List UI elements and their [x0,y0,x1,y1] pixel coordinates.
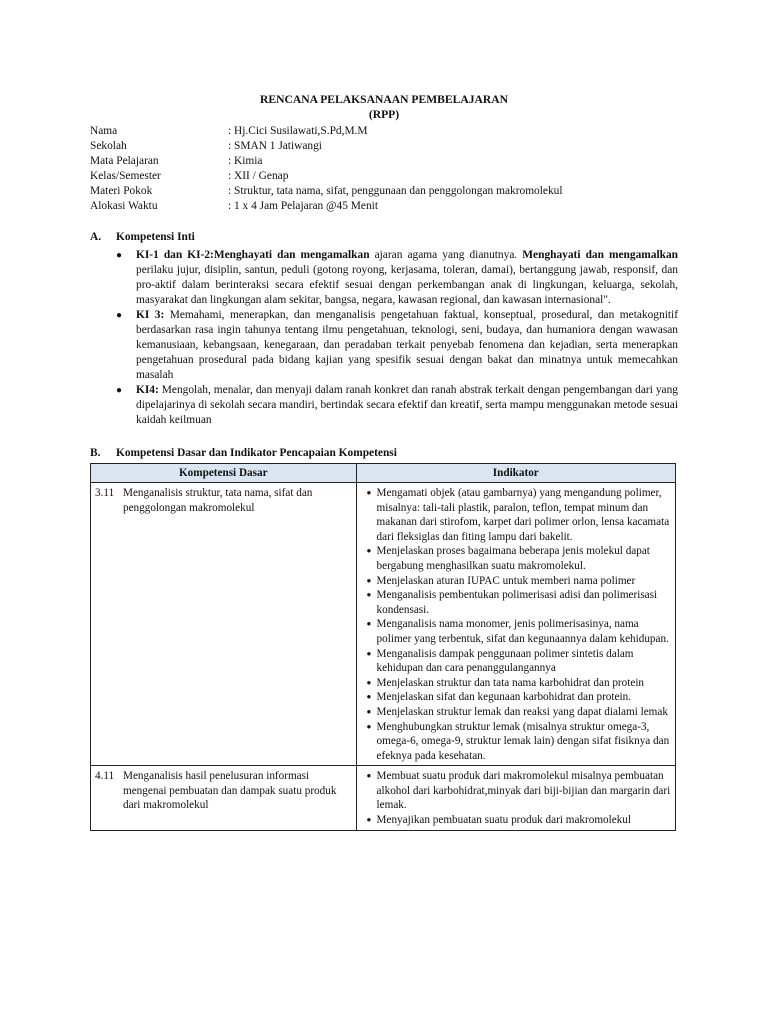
list-item: ● Menjelaskan struktur lemak dan reaksi yang dapat dialami lemak [366,705,668,718]
list-item: ● Menganalisis pembentukan polimerisasi adisi dan polimerisasi kondensasi. [366,589,658,616]
identity-value: : Struktur, tata nama, sifat, penggunaan dan penggolongan makromolekul [228,185,563,197]
identity-row [90,184,678,199]
identity-label: Kelas/Semester [90,170,161,182]
indicator-list [361,769,671,827]
identity-value: : SMAN 1 Jatiwangi [228,140,322,152]
bullet-icon: ● [366,590,372,600]
list-item: ● Menganalisis nama monomer, jenis polimerisasinya, nama polimer yang terbentuk, sifat dan kegunaannya dalam kehidupan. [366,618,669,645]
bullet-icon: ● [366,692,372,702]
table-row [91,483,676,766]
table-row [91,766,676,830]
kd-cell [91,483,357,766]
list-item [116,308,678,383]
column-header-kd: Kompetensi Dasar [91,464,357,483]
bullet-icon: ● [366,771,372,781]
section-b-heading [90,446,678,461]
indicator-cell [356,483,675,766]
kd-text: Menganalisis hasil penelusuran informasi mengenai pembuatan dan dampak suatu produk dari makromolekul [123,770,337,812]
ki-emphasis: Menghayati dan mengamalkan [522,249,678,261]
ki-label: KI 3: [136,309,165,321]
section-a-title: Kompetensi Inti [116,231,195,243]
list-item: ● Membuat suatu produk dari makromolekul misalnya pembuatan alkohol dari karbohidrat,minyak dari biji-bijian dan margarin dari lemak. [366,770,671,812]
ki-text: Mengolah, menalar, dan menyaji dalam ranah konkret dan ranah abstrak terkait dengan pengembangan dari yang dipelajarinya di sekolah secara mandiri, bertindak secara efektif dan kreatif, serta mampu menggunakan metode sesuai kaidah keilmuan [136,384,678,426]
bullet-icon: ● [366,721,372,731]
identity-row [90,154,678,169]
bullet-icon: ● [366,619,372,629]
ki-text: ajaran agama yang dianutnya. [369,249,523,261]
indicator-list [361,486,671,763]
identity-label: Nama [90,125,118,137]
bullet-icon: ● [366,575,372,585]
identity-row [90,199,678,214]
identity-block [90,124,678,214]
table-header-row [91,464,676,483]
identity-label: Mata Pelajaran [90,155,159,167]
list-item [116,248,678,308]
list-item: ● Menyajikan pembuatan suatu produk dari makromolekul [366,814,631,827]
kompetensi-inti-list [90,248,678,428]
identity-value: : Hj.Cici Susilawati,S.Pd,M.M [228,125,368,137]
kd-text: Menganalisis struktur, tata nama, sifat dan penggolongan makromolekul [123,487,313,514]
bullet-icon: ● [116,250,123,261]
title-line-2: (RPP) [368,108,400,121]
list-item: ● Menjelaskan proses bagaimana beberapa jenis molekul dapat bergabung menghasilkan suatu makromolekul. [366,545,650,572]
list-item: ● Menghubungkan struktur lemak (misalnya struktur omega-3, omega-6, omega-9, struktur lemak lain) dengan sifat fisiknya dan efeknya pada kesehatan. [366,720,670,762]
column-header-indikator: Indikator [356,464,675,483]
ki-text: perilaku jujur, disiplin, santun, peduli (gotong royong, kerjasama, toleran, damai), bertanggung jawab, responsif, dan pro-aktif dalam berinteraksi secara efektif sesuai dengan perkembangan anak di lingkungan, keluarga, sekolah, masyarakat dan lingkungan alam sekitar, bangsa, negara, kawasan regional, dan kawasan internasional". [136,264,678,306]
kd-number: 4.11 [95,770,115,783]
list-item [116,383,678,428]
indicator-cell [356,766,675,830]
kd-number: 3.11 [95,487,115,499]
list-item: ● Menjelaskan sifat dan kegunaan karbohidrat dan protein. [366,691,631,704]
bullet-icon: ● [366,546,372,556]
bullet-icon: ● [366,677,372,687]
identity-label: Materi Pokok [90,185,153,197]
identity-value: : Kimia [228,155,263,167]
identity-value: : 1 x 4 Jam Pelajaran @45 Menit [228,200,378,212]
title-line-1: RENCANA PELAKSANAAN PEMBELAJARAN [260,93,508,106]
identity-label: Alokasi Waktu [90,200,158,212]
kd-cell [91,766,357,830]
identity-row [90,124,678,139]
section-b-number: B. [90,447,101,459]
identity-value: : XII / Genap [228,170,289,182]
list-item: ● Menjelaskan struktur dan tata nama karbohidrat dan protein [366,676,645,689]
section-a-heading [90,230,678,245]
document-title [90,92,678,122]
ki-label: KI4: [136,384,159,396]
section-b-title: Kompetensi Dasar dan Indikator Pencapaian Kompetensi [116,447,397,459]
bullet-icon: ● [116,385,123,396]
list-item: ● Mengamati objek (atau gambarnya) yang mengandung polimer, misalnya: tali-tali plastik, paralon, teflon, tempat minum dan makanan dari stirofom, karpet dari polimer orlon, lensa kacamata dari fleksiglas dan fiting lampu dari bakelit. [366,487,670,543]
ki-label: KI-1 dan KI-2:Menghayati dan mengamalkan [136,249,370,261]
identity-row [90,139,678,154]
bullet-icon: ● [366,488,372,497]
identity-row [90,169,678,184]
ki-text: Memahami, menerapkan, dan menganalisis pengetahuan faktual, konseptual, prosedural, dan metakognitif berdasarkan rasa ingin tahunya tentang ilmu pengetahuan, teknologi, seni, budaya, dan humaniora dengan wawasan kemanusiaan, kebangsaan, kenegaraan, dan peradaban terkait penyebab fenomena dan kejadian, serta menerapkan pengetahuan prosedural pada bidang kajian yang spesifik sesuai dengan bakat dan minatnya untuk memecahkan masalah [136,309,678,381]
kompetensi-table [90,463,676,831]
list-item: ● Menjelaskan aturan IUPAC untuk memberi nama polimer [366,574,636,587]
identity-label: Sekolah [90,140,127,152]
bullet-icon: ● [366,648,372,658]
bullet-icon: ● [366,706,372,716]
bullet-icon: ● [366,815,372,825]
section-a-number: A. [90,231,102,243]
bullet-icon: ● [116,310,123,321]
list-item: ● Menganalisis dampak penggunaan polimer sintetis dalam kehidupan dan cara penanggulangannya [366,647,634,675]
